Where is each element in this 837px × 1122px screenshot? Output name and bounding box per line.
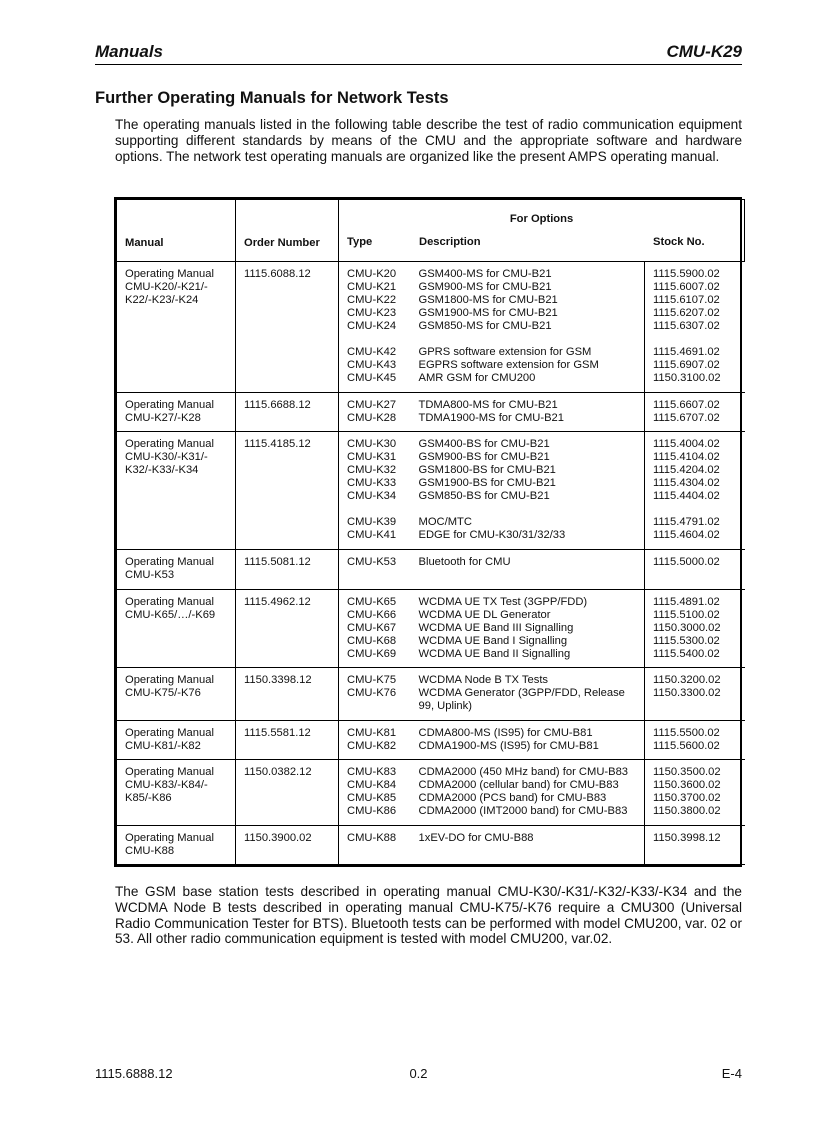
option-type: CMU-K83 bbox=[347, 766, 397, 779]
footer-order-number: 1115.6888.12 bbox=[95, 1066, 173, 1081]
header-for-options-title: For Options bbox=[509, 213, 574, 225]
option-type: CMU-K82 bbox=[347, 739, 397, 752]
order-number-cell: 1115.6088.12 bbox=[236, 262, 339, 393]
table-row bbox=[117, 825, 745, 864]
option-stock-no: 1115.5400.02 bbox=[653, 647, 720, 660]
option-type: CMU-K24 bbox=[347, 320, 397, 332]
order-number-cell: 1150.3900.02 bbox=[236, 825, 339, 864]
table-row bbox=[117, 589, 745, 668]
option-stock-no: 1115.4691.02 bbox=[653, 346, 720, 358]
option-type: CMU-K32 bbox=[347, 464, 397, 477]
table-row bbox=[117, 760, 745, 826]
type-cell bbox=[339, 550, 411, 589]
option-type: CMU-K84 bbox=[347, 779, 397, 792]
option-description: GPRS software extension for GSM bbox=[418, 346, 592, 358]
option-description: CDMA2000 (450 MHz band) for CMU-B83 bbox=[418, 766, 629, 779]
option-gap bbox=[347, 333, 403, 346]
type-cell bbox=[339, 589, 411, 668]
option-description: WCDMA UE DL Generator bbox=[418, 608, 551, 621]
option-description: WCDMA Generator (3GPP/FDD, Release 99, Uplink) bbox=[418, 687, 625, 713]
option-description: GSM850-BS for CMU-B21 bbox=[418, 490, 550, 503]
option-type: CMU-K75 bbox=[347, 674, 397, 687]
type-cell bbox=[339, 668, 411, 720]
option-description: WCDMA UE Band II Signalling bbox=[418, 647, 571, 660]
manual-cell: Operating Manual CMU-K88 bbox=[117, 825, 236, 864]
option-stock-no: 1115.5600.02 bbox=[653, 739, 720, 752]
description-cell bbox=[411, 393, 645, 432]
option-description: CDMA2000 (PCS band) for CMU-B83 bbox=[418, 792, 607, 805]
option-stock-no: 1115.6207.02 bbox=[653, 307, 720, 319]
option-type: CMU-K76 bbox=[347, 687, 397, 700]
option-stock-no: 1150.3100.02 bbox=[653, 372, 721, 384]
option-description: GSM850-MS for CMU-B21 bbox=[418, 320, 552, 332]
option-type: CMU-K27 bbox=[347, 399, 397, 412]
header-stock-no: Stock No. bbox=[653, 236, 705, 248]
option-stock-no: 1115.5500.02 bbox=[653, 726, 720, 739]
option-description: EDGE for CMU-K30/31/32/33 bbox=[418, 529, 566, 542]
option-description: GSM1900-MS for CMU-B21 bbox=[418, 307, 558, 319]
option-type: CMU-K81 bbox=[347, 726, 397, 739]
option-type: CMU-K53 bbox=[347, 556, 397, 569]
type-cell bbox=[339, 262, 411, 393]
option-type: CMU-K21 bbox=[347, 281, 397, 293]
option-stock-no: 1150.3000.02 bbox=[653, 621, 721, 634]
footer-version: 0.2 bbox=[409, 1066, 428, 1081]
option-type: CMU-K85 bbox=[347, 792, 397, 805]
option-description: CDMA1900-MS (IS95) for CMU-B81 bbox=[418, 739, 599, 752]
option-stock-no: 1115.4891.02 bbox=[653, 595, 720, 608]
option-stock-no: 1115.6707.02 bbox=[653, 412, 720, 425]
option-stock-no: 1150.3600.02 bbox=[653, 779, 721, 792]
option-type: CMU-K22 bbox=[347, 294, 397, 306]
option-stock-no: 1115.6907.02 bbox=[653, 359, 720, 371]
stock-no-cell bbox=[645, 393, 745, 432]
option-description: WCDMA UE TX Test (3GPP/FDD) bbox=[418, 595, 588, 608]
type-cell bbox=[339, 720, 411, 759]
option-stock-no: 1115.6107.02 bbox=[653, 294, 720, 306]
header-for-options bbox=[339, 200, 745, 262]
option-stock-no: 1115.5900.02 bbox=[653, 268, 720, 280]
option-type: CMU-K69 bbox=[347, 647, 397, 660]
header-product: CMU-K29 bbox=[666, 42, 742, 61]
order-number-cell: 1115.5581.12 bbox=[236, 720, 339, 759]
option-type: CMU-K42 bbox=[347, 346, 397, 358]
option-description: GSM900-MS for CMU-B21 bbox=[418, 281, 552, 293]
option-type: CMU-K20 bbox=[347, 268, 397, 280]
intro-paragraph: The operating manuals listed in the following table describe the test of radio communication equipment supporting different standards by means of the CMU and the appropriate software and hardware options. The network test operating manuals are organized like the present AMPS operating manual. bbox=[115, 117, 742, 164]
header-rule bbox=[95, 64, 742, 65]
description-cell bbox=[411, 668, 645, 720]
option-description: GSM900-BS for CMU-B21 bbox=[418, 451, 550, 464]
manual-cell: Operating Manual CMU-K27/-K28 bbox=[117, 393, 236, 432]
option-type: CMU-K34 bbox=[347, 490, 397, 503]
option-stock-no: 1115.4304.02 bbox=[653, 477, 720, 490]
order-number-cell: 1115.4962.12 bbox=[236, 589, 339, 668]
description-cell bbox=[411, 432, 645, 550]
option-description: GSM1800-BS for CMU-B21 bbox=[418, 464, 556, 477]
option-stock-no: 1115.4604.02 bbox=[653, 529, 720, 542]
description-cell bbox=[411, 720, 645, 759]
type-cell bbox=[339, 760, 411, 826]
order-number-cell: 1115.6688.12 bbox=[236, 393, 339, 432]
table-row bbox=[117, 550, 745, 589]
manual-cell: Operating Manual CMU-K65/…/-K69 bbox=[117, 589, 236, 668]
stock-no-cell bbox=[645, 720, 745, 759]
option-type: CMU-K33 bbox=[347, 477, 397, 490]
stock-no-cell bbox=[645, 589, 745, 668]
manual-cell: Operating Manual CMU-K75/-K76 bbox=[117, 668, 236, 720]
order-number-cell: 1150.3398.12 bbox=[236, 668, 339, 720]
stock-no-cell bbox=[645, 668, 745, 720]
option-type: CMU-K65 bbox=[347, 595, 397, 608]
option-type: CMU-K23 bbox=[347, 307, 397, 319]
table-row bbox=[117, 668, 745, 720]
type-cell bbox=[339, 393, 411, 432]
table-body bbox=[117, 262, 745, 865]
option-description: MOC/MTC bbox=[418, 516, 472, 529]
manual-cell: Operating Manual CMU-K53 bbox=[117, 550, 236, 589]
option-description: GSM1900-BS for CMU-B21 bbox=[418, 477, 556, 490]
option-type: CMU-K39 bbox=[347, 516, 397, 529]
stock-no-cell bbox=[645, 825, 745, 864]
option-stock-no: 1115.4204.02 bbox=[653, 464, 720, 477]
option-type: CMU-K30 bbox=[347, 438, 397, 451]
description-cell bbox=[411, 760, 645, 826]
option-description: EGPRS software extension for GSM bbox=[418, 359, 599, 371]
option-description: GSM400-MS for CMU-B21 bbox=[418, 268, 552, 280]
table-header-row bbox=[117, 200, 745, 262]
option-stock-no: 1150.3998.12 bbox=[653, 831, 721, 844]
option-stock-no: 1115.6607.02 bbox=[653, 399, 720, 412]
order-number-cell: 1115.5081.12 bbox=[236, 550, 339, 589]
option-type: CMU-K86 bbox=[347, 805, 397, 818]
option-gap bbox=[419, 503, 637, 516]
option-stock-no: 1150.3700.02 bbox=[653, 792, 721, 805]
option-stock-no: 1150.3800.02 bbox=[653, 805, 721, 818]
option-gap bbox=[653, 503, 737, 516]
description-cell bbox=[411, 262, 645, 393]
option-stock-no: 1115.4791.02 bbox=[653, 516, 720, 529]
description-cell bbox=[411, 550, 645, 589]
manual-cell: Operating Manual CMU-K81/-K82 bbox=[117, 720, 236, 759]
type-cell bbox=[339, 432, 411, 550]
option-stock-no: 1115.5000.02 bbox=[653, 556, 720, 569]
table-row bbox=[117, 432, 745, 550]
option-stock-no: 1115.6307.02 bbox=[653, 320, 720, 332]
option-type: CMU-K43 bbox=[347, 359, 397, 371]
option-description: TDMA800-MS for CMU-B21 bbox=[418, 399, 558, 412]
option-description: GSM1800-MS for CMU-B21 bbox=[418, 294, 558, 306]
option-stock-no: 1115.6007.02 bbox=[653, 281, 720, 293]
table-row bbox=[117, 262, 745, 393]
header-description: Description bbox=[419, 236, 481, 248]
option-stock-no: 1150.3200.02 bbox=[653, 674, 721, 687]
option-description: Bluetooth for CMU bbox=[418, 556, 511, 569]
option-stock-no: 1150.3300.02 bbox=[653, 687, 721, 700]
header-order-number: Order Number bbox=[236, 200, 339, 262]
option-description: WCDMA Node B TX Tests bbox=[418, 674, 549, 687]
stock-no-cell bbox=[645, 262, 745, 393]
option-stock-no: 1115.4404.02 bbox=[653, 490, 720, 503]
option-gap bbox=[419, 333, 637, 346]
manual-cell: Operating Manual CMU-K83/-K84/-K85/-K86 bbox=[117, 760, 236, 826]
option-type: CMU-K28 bbox=[347, 412, 397, 425]
option-description: CDMA2000 (cellular band) for CMU-B83 bbox=[418, 779, 619, 792]
option-stock-no: 1150.3500.02 bbox=[653, 766, 721, 779]
option-description: 1xEV-DO for CMU-B88 bbox=[418, 831, 534, 844]
section-title: Further Operating Manuals for Network Tests bbox=[95, 89, 449, 107]
option-gap bbox=[653, 333, 737, 346]
stock-no-cell bbox=[645, 550, 745, 589]
option-type: CMU-K45 bbox=[347, 372, 397, 384]
option-stock-no: 1115.4104.02 bbox=[653, 451, 720, 464]
option-description: CDMA2000 (IMT2000 band) for CMU-B83 bbox=[418, 805, 628, 818]
option-stock-no: 1115.5100.02 bbox=[653, 608, 720, 621]
table-row bbox=[117, 393, 745, 432]
manual-cell: Operating Manual CMU-K30/-K31/-K32/-K33/-K34 bbox=[117, 432, 236, 550]
option-type: CMU-K88 bbox=[347, 831, 397, 844]
stock-no-cell bbox=[645, 760, 745, 826]
option-stock-no: 1115.4004.02 bbox=[653, 438, 720, 451]
order-number-cell: 1150.0382.12 bbox=[236, 760, 339, 826]
option-description: GSM400-BS for CMU-B21 bbox=[418, 438, 550, 451]
description-cell bbox=[411, 825, 645, 864]
stock-no-cell bbox=[645, 432, 745, 550]
option-type: CMU-K41 bbox=[347, 529, 397, 542]
table-row bbox=[117, 720, 745, 759]
manual-cell: Operating Manual CMU-K20/-K21/-K22/-K23/-K24 bbox=[117, 262, 236, 393]
footer-page-number: E-4 bbox=[721, 1066, 742, 1081]
description-cell bbox=[411, 589, 645, 668]
header-manual: Manual bbox=[117, 200, 236, 262]
option-type: CMU-K68 bbox=[347, 634, 397, 647]
option-type: CMU-K67 bbox=[347, 621, 397, 634]
option-stock-no: 1115.5300.02 bbox=[653, 634, 720, 647]
option-description: WCDMA UE Band III Signalling bbox=[418, 621, 574, 634]
order-number-cell: 1115.4185.12 bbox=[236, 432, 339, 550]
option-description: AMR GSM for CMU200 bbox=[418, 372, 536, 384]
type-cell bbox=[339, 825, 411, 864]
option-description: CDMA800-MS (IS95) for CMU-B81 bbox=[418, 726, 593, 739]
option-type: CMU-K66 bbox=[347, 608, 397, 621]
option-description: WCDMA UE Band I Signalling bbox=[418, 634, 568, 647]
header-manuals: Manuals bbox=[95, 42, 164, 61]
manuals-table bbox=[114, 197, 742, 867]
header-type: Type bbox=[347, 236, 373, 248]
closing-paragraph: The GSM base station tests described in operating manual CMU-K30/-K31/-K32/-K33/-K34 and the WCDMA Node B tests described in operating manual CMU-K75/-K76 require a CMU300 (Universal Radio Communication Tester for BTS). Bluetooth tests can be performed with model CMU200, var. 02 or 53. All other radio communication equipment is tested with model CMU200, var.02. bbox=[115, 884, 742, 947]
option-gap bbox=[347, 503, 403, 516]
option-type: CMU-K31 bbox=[347, 451, 397, 464]
option-description: TDMA1900-MS for CMU-B21 bbox=[418, 412, 564, 425]
